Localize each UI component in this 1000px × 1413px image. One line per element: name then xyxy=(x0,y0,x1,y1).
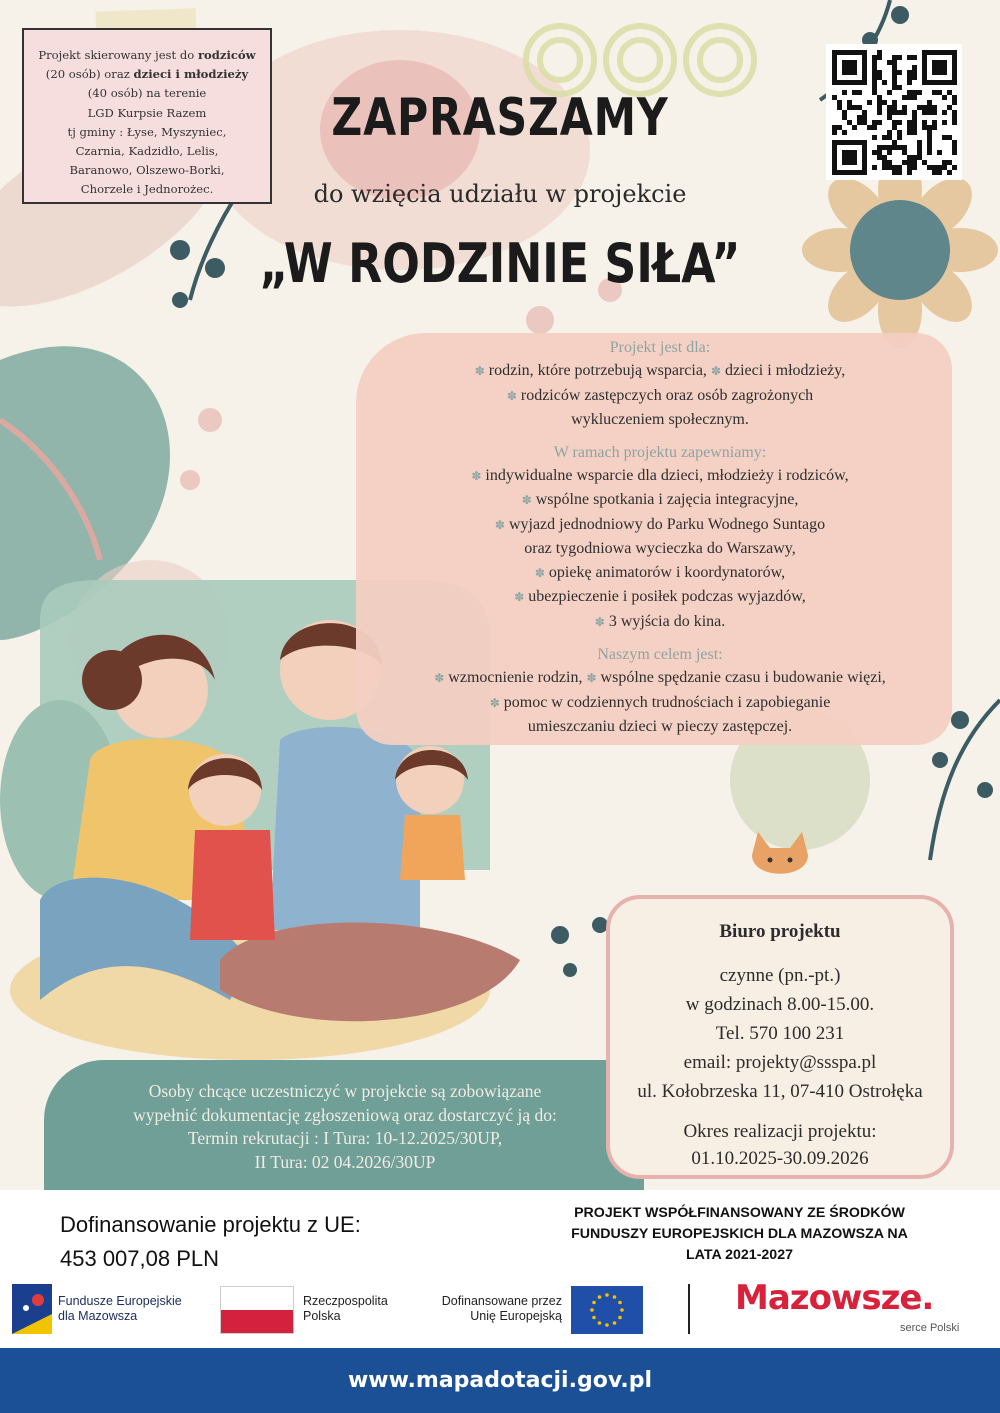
flower-bullet-icon: ✽ xyxy=(710,364,721,378)
bullet-text: pomoc w codziennych trudnościach i zapobieganie xyxy=(503,693,831,711)
bullet-text: wzmocnienie rodzin, xyxy=(448,669,583,686)
office-box xyxy=(606,895,954,1179)
note-text: Czarnia, Kadzidło, Lelis, xyxy=(75,144,219,159)
flower-bullet-icon: ✽ xyxy=(514,590,525,604)
recruitment-text xyxy=(60,1080,630,1174)
office-title: Biuro projektu xyxy=(719,921,841,942)
flower-bullet-icon: ✽ xyxy=(506,388,517,403)
url-bar xyxy=(0,1348,1000,1413)
flower-bullet-icon: ✽ xyxy=(534,565,545,580)
period-value: 01.10.2025-30.09.2026 xyxy=(691,1148,869,1169)
office-phone[interactable]: Tel. 570 100 231 xyxy=(715,1023,845,1044)
flower-bullet-icon: ✽ xyxy=(471,468,482,483)
fe-logo-icon xyxy=(12,1284,52,1334)
flower-bullet-icon: ✽ xyxy=(434,671,445,685)
bullet-text: opiekę animatorów i koordynatorów, xyxy=(548,563,786,581)
office-email[interactable]: email: projekty@ssspa.pl xyxy=(683,1052,877,1073)
bullet-text: dzieci i młodzieży, xyxy=(725,362,846,379)
note-text: tj gminy : Łyse, Myszyniec, xyxy=(67,124,227,139)
page-title: ZAPRASZAMY xyxy=(331,88,669,148)
section-target xyxy=(380,339,940,432)
recruitment-line: Osoby chcące uczestniczyć w projekcie są zobowiązane xyxy=(148,1081,542,1101)
funding-label: Dofinansowanie projektu z UE: xyxy=(60,1212,361,1237)
office-hours: w godzinach 8.00-15.00. xyxy=(685,994,875,1015)
ue-logo-text: Dofinansowane przez xyxy=(441,1294,562,1308)
footer-url-link[interactable]: www.mapadotacji.gov.pl xyxy=(347,1368,653,1393)
bullet-text: wyjazd jednodniowy do Parku Wodnego Suntago xyxy=(508,515,826,533)
bullet-text: rodzin, które potrzebują wsparcia, xyxy=(488,362,707,379)
flower-bullet-icon: ✽ xyxy=(494,517,505,532)
bullet-text: wspólne spędzanie czasu i budowanie więzi, xyxy=(600,669,886,686)
section-goal xyxy=(380,646,940,739)
eu-flag-icon xyxy=(571,1286,643,1334)
rp-logo-text: Polska xyxy=(303,1309,341,1323)
funding-value: 453 007,08 PLN xyxy=(60,1246,220,1271)
note-text: (20 osób) oraz xyxy=(45,67,134,82)
cofin-line: LATA 2021-2027 xyxy=(686,1247,793,1263)
section-heading: Projekt jest dla: xyxy=(609,339,711,356)
bullet-text: indywidualne wsparcie dla dzieci, młodzieży i rodziców, xyxy=(485,466,849,484)
flower-bullet-icon: ✽ xyxy=(474,364,485,378)
mazowsze-logo-text: Mazowsze. xyxy=(735,1278,934,1318)
bullet-text: umieszczaniu dzieci w pieczy zastępczej. xyxy=(527,718,793,735)
office-hours-days: czynne (pn.-pt.) xyxy=(719,965,841,986)
ue-logo-text: Unię Europejską xyxy=(470,1309,562,1323)
flower-bullet-icon: ✽ xyxy=(489,695,500,710)
logo-divider xyxy=(688,1284,690,1334)
mazowsze-tagline: serce Polski xyxy=(900,1322,960,1334)
flower-bullet-icon: ✽ xyxy=(586,671,597,685)
cofin-line: PROJEKT WSPÓŁFINANSOWANY ZE ŚRODKÓW xyxy=(574,1205,905,1221)
fe-logo-text: Fundusze Europejskie xyxy=(58,1294,182,1308)
section-heading: Naszym celem jest: xyxy=(597,646,723,663)
flower-bullet-icon: ✽ xyxy=(594,614,605,629)
flower-bullet-icon: ✽ xyxy=(521,493,532,507)
rp-logo-text: Rzeczpospolita xyxy=(303,1294,388,1308)
bullet-text: rodziców zastępczych oraz osób zagrożonych xyxy=(520,386,814,404)
office-address: ul. Kołobrzeska 11, 07-410 Ostrołęka xyxy=(637,1081,923,1102)
logo-strip xyxy=(0,1272,1000,1348)
bullet-text: ubezpieczenie i posiłek podczas wyjazdów, xyxy=(528,588,806,605)
bullet-text: wykluczeniem społecznym. xyxy=(571,411,749,428)
recruitment-line: II Tura: 02 04.2026/30UP xyxy=(254,1151,436,1172)
note-text: Baranowo, Olszewo-Borki, xyxy=(69,163,225,178)
section-provide xyxy=(380,444,940,635)
cofin-line: FUNDUSZY EUROPEJSKICH DLA MAZOWSZA NA xyxy=(571,1226,908,1242)
note-text: (40 osób) na terenie xyxy=(87,86,207,101)
period-label: Okres realizacji projektu: xyxy=(683,1121,877,1142)
project-name: „W RODZINIE SIŁA” xyxy=(259,232,741,295)
target-group-note xyxy=(22,28,272,204)
qr-code[interactable] xyxy=(826,44,962,180)
note-text: LGD Kurpsie Razem xyxy=(87,105,207,120)
recruitment-line: wypełnić dokumentację zgłoszeniową oraz dostarczyć ją do: xyxy=(133,1104,557,1125)
fe-logo-text: dla Mazowsza xyxy=(58,1309,138,1323)
qr-code-icon xyxy=(826,44,962,180)
note-bold: rodziców xyxy=(197,48,256,62)
poland-flag-icon xyxy=(220,1286,294,1334)
section-heading: W ramach projektu zapewniamy: xyxy=(553,443,767,461)
page-subtitle: do wzięcia udziału w projekcie xyxy=(313,180,687,208)
note-text: Projekt skierowany jest do xyxy=(38,48,198,62)
note-bold: dzieci i młodzieży xyxy=(133,67,249,82)
funding-amount xyxy=(60,1208,361,1276)
cofinancing-statement xyxy=(512,1203,967,1266)
bullet-text: wspólne spotkania i zajęcia integracyjne, xyxy=(535,491,799,508)
bullet-text: oraz tygodniowa wycieczka do Warszawy, xyxy=(524,540,796,557)
bullet-text: 3 wyjścia do kina. xyxy=(608,612,726,630)
info-content xyxy=(380,339,940,739)
recruitment-line: Termin rekrutacji : I Tura: 10-12.2025/30UP, xyxy=(187,1128,503,1148)
note-text: Chorzele i Jednorożec. xyxy=(80,182,214,197)
